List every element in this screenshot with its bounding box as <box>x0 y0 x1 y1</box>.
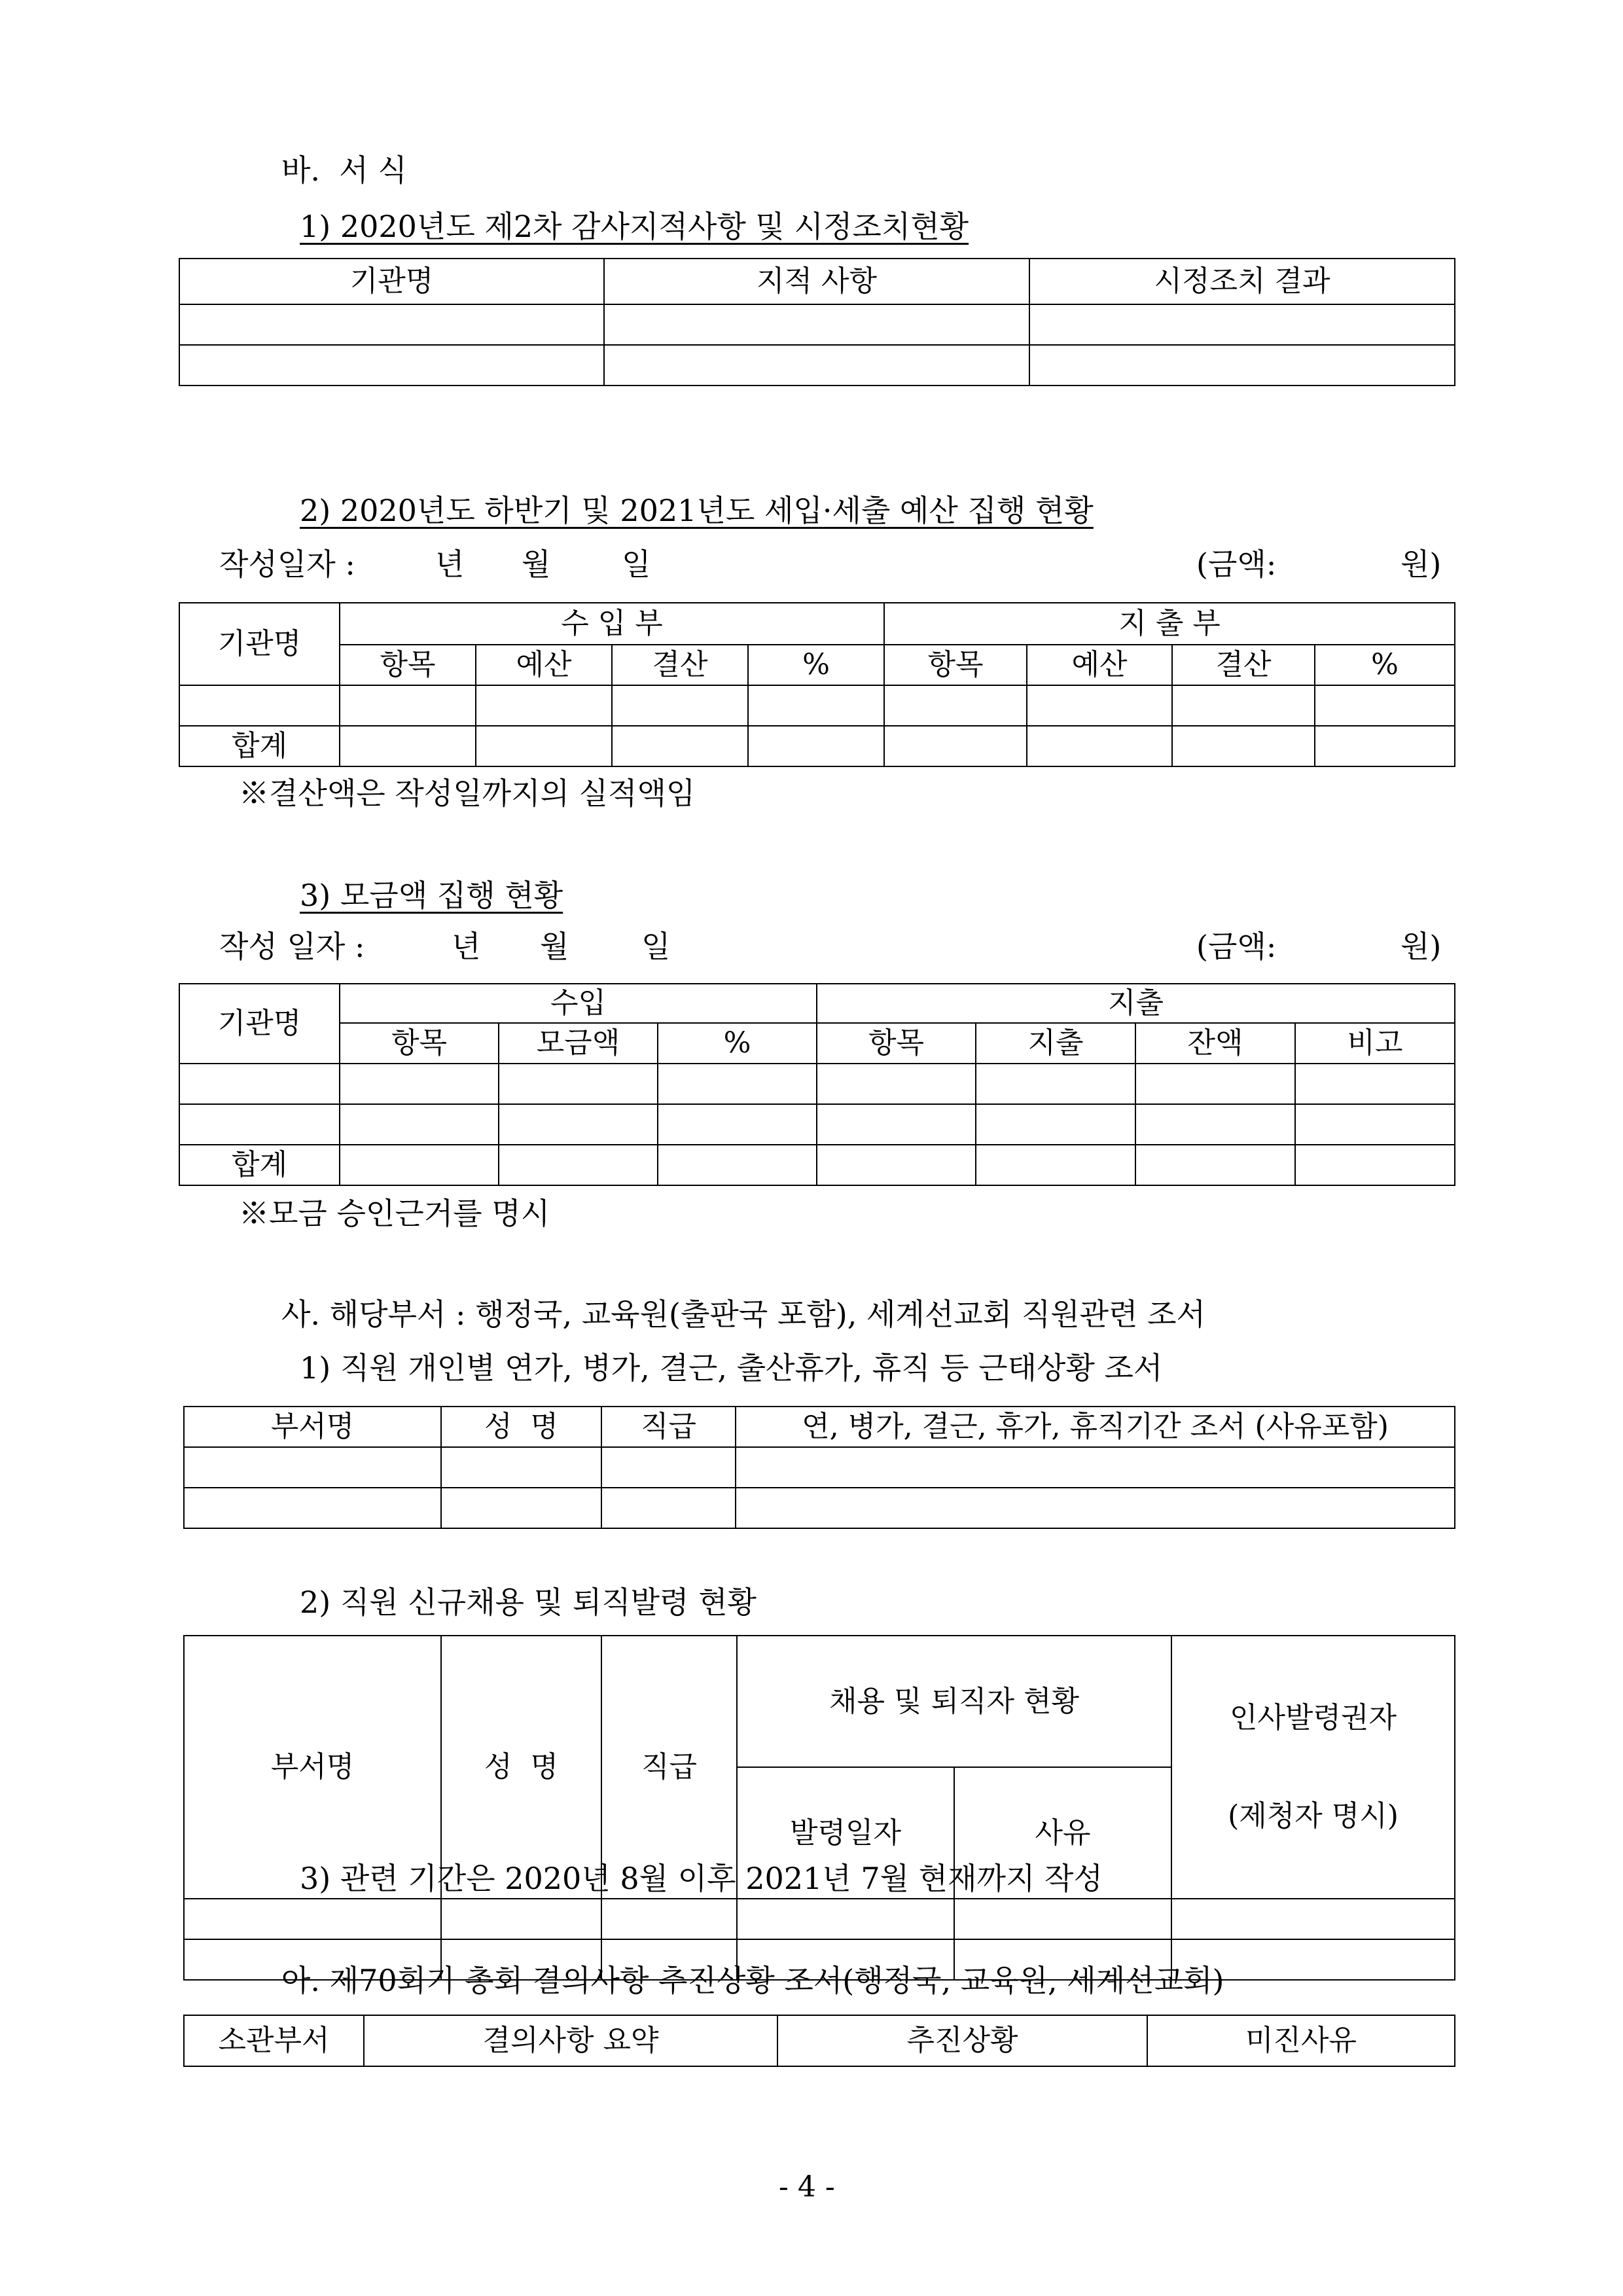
header-resolution-summary: 결의사항 요약 <box>364 2015 777 2066</box>
total-row <box>179 726 1455 766</box>
subheader-expense: 지출 <box>976 1023 1135 1064</box>
budget-amount-label: (금액: <box>1196 547 1277 582</box>
header-delay-reason: 미진사유 <box>1147 2015 1455 2066</box>
budget-date-year: 년 <box>435 547 465 582</box>
budget-date-day: 일 <box>622 547 651 582</box>
donation-date-year: 년 <box>452 929 481 964</box>
section-ba-heading: 바. 서 식 <box>281 152 407 188</box>
budget-execution-title: 2) 2020년도 하반기 및 2021년도 세입·세출 예산 집행 현황 <box>300 493 1094 528</box>
subheader-percent: % <box>658 1023 817 1064</box>
subheader-budget: 예산 <box>476 645 612 685</box>
resolution-progress-table <box>183 2015 1455 2067</box>
subheader-remarks: 비고 <box>1295 1023 1455 1064</box>
audit-findings-title: 1) 2020년도 제2차 감사지적사항 및 시정조치현황 <box>300 209 969 244</box>
donation-amount-label: (금액: <box>1196 929 1277 964</box>
budget-amount-unit: 원) <box>1400 547 1442 582</box>
header-income: 수 입 부 <box>340 603 884 645</box>
subheader-reason: 사유 <box>954 1767 1171 1899</box>
subheader-budget: 예산 <box>1027 645 1172 685</box>
authority-line1: 인사발령권자 <box>1229 1701 1397 1734</box>
header-department: 소관부서 <box>184 2015 364 2066</box>
header-progress: 추진상황 <box>777 2015 1147 2066</box>
header-org: 기관명 <box>179 984 340 1064</box>
attendance-title: 1) 직원 개인별 연가, 병가, 결근, 출산휴가, 휴직 등 근태상황 조서 <box>300 1350 1163 1386</box>
subheader-item: 항목 <box>884 645 1027 685</box>
table-row <box>179 1104 1455 1145</box>
header-name: 성 명 <box>441 1636 601 1899</box>
donation-execution-title: 3) 모금액 집행 현황 <box>300 878 563 913</box>
budget-note: ※결산액은 작성일까지의 실적액임 <box>239 776 696 811</box>
budget-date-label: 작성일자 : <box>219 547 355 582</box>
table-row <box>184 1447 1455 1488</box>
page-number: - 4 - <box>779 2170 835 2204</box>
table-row <box>184 1488 1455 1528</box>
header-department: 부서명 <box>184 1407 441 1447</box>
subheader-settlement: 결산 <box>1172 645 1315 685</box>
header-org: 기관명 <box>179 259 604 304</box>
total-label: 합계 <box>179 726 340 766</box>
donation-date-month: 월 <box>540 929 569 964</box>
header-expense: 지 출 부 <box>884 603 1455 645</box>
subheader-item: 항목 <box>340 645 476 685</box>
subheader-item: 항목 <box>817 1023 976 1064</box>
header-income: 수입 <box>340 984 817 1023</box>
subheader-appointment-date: 발령일자 <box>737 1767 954 1899</box>
header-name: 성 명 <box>441 1407 601 1447</box>
donation-execution-table <box>179 983 1455 1186</box>
header-expense: 지출 <box>817 984 1455 1023</box>
header-rank: 직급 <box>601 1407 736 1447</box>
hiring-retirement-table <box>183 1635 1455 1981</box>
budget-date-month: 월 <box>522 547 551 582</box>
section-a-heading: 아. 제70회기 총회 결의사항 추진상황 조서(행정국, 교육원, 세계선교회) <box>281 1963 1224 1998</box>
total-label: 합계 <box>179 1145 340 1185</box>
table-row <box>179 304 1455 345</box>
table-row <box>179 345 1455 386</box>
budget-execution-table <box>179 602 1455 767</box>
hiring-retirement-title: 2) 직원 신규채용 및 퇴직발령 현황 <box>300 1585 757 1620</box>
header-authority <box>1171 1636 1455 1899</box>
donation-amount-unit: 원) <box>1400 929 1442 964</box>
table-row <box>179 1064 1455 1104</box>
donation-note: ※모금 승인근거를 명시 <box>239 1196 550 1231</box>
donation-date-label: 작성 일자 : <box>219 929 365 964</box>
subheader-percent: % <box>748 645 884 685</box>
subheader-percent: % <box>1315 645 1455 685</box>
audit-findings-table <box>179 258 1455 386</box>
authority-line2: (제청자 명시) <box>1228 1799 1399 1833</box>
header-corrective-result: 시정조치 결과 <box>1029 259 1455 304</box>
period-note: 3) 관련 기간은 2020년 8월 이후 2021년 7월 현재까지 작성 <box>300 1861 1103 1896</box>
subheader-item: 항목 <box>340 1023 499 1064</box>
total-row <box>179 1145 1455 1185</box>
header-leave-record: 연, 병가, 결근, 휴가, 휴직기간 조서 (사유포함) <box>736 1407 1455 1447</box>
subheader-settlement: 결산 <box>612 645 748 685</box>
header-department: 부서명 <box>184 1636 441 1899</box>
subheader-balance: 잔액 <box>1135 1023 1295 1064</box>
header-org: 기관명 <box>179 603 340 685</box>
subheader-donation-amount: 모금액 <box>499 1023 658 1064</box>
table-row <box>179 685 1455 726</box>
section-sa-heading: 사. 해당부서 : 행정국, 교육원(출판국 포함), 세계선교회 직원관련 조서 <box>281 1297 1206 1332</box>
table-row <box>184 1899 1455 1939</box>
header-rank: 직급 <box>601 1636 737 1899</box>
attendance-table <box>183 1406 1455 1529</box>
header-findings: 지적 사항 <box>604 259 1029 304</box>
header-hiring-status: 채용 및 퇴직자 현황 <box>737 1636 1171 1767</box>
donation-date-day: 일 <box>641 929 671 964</box>
